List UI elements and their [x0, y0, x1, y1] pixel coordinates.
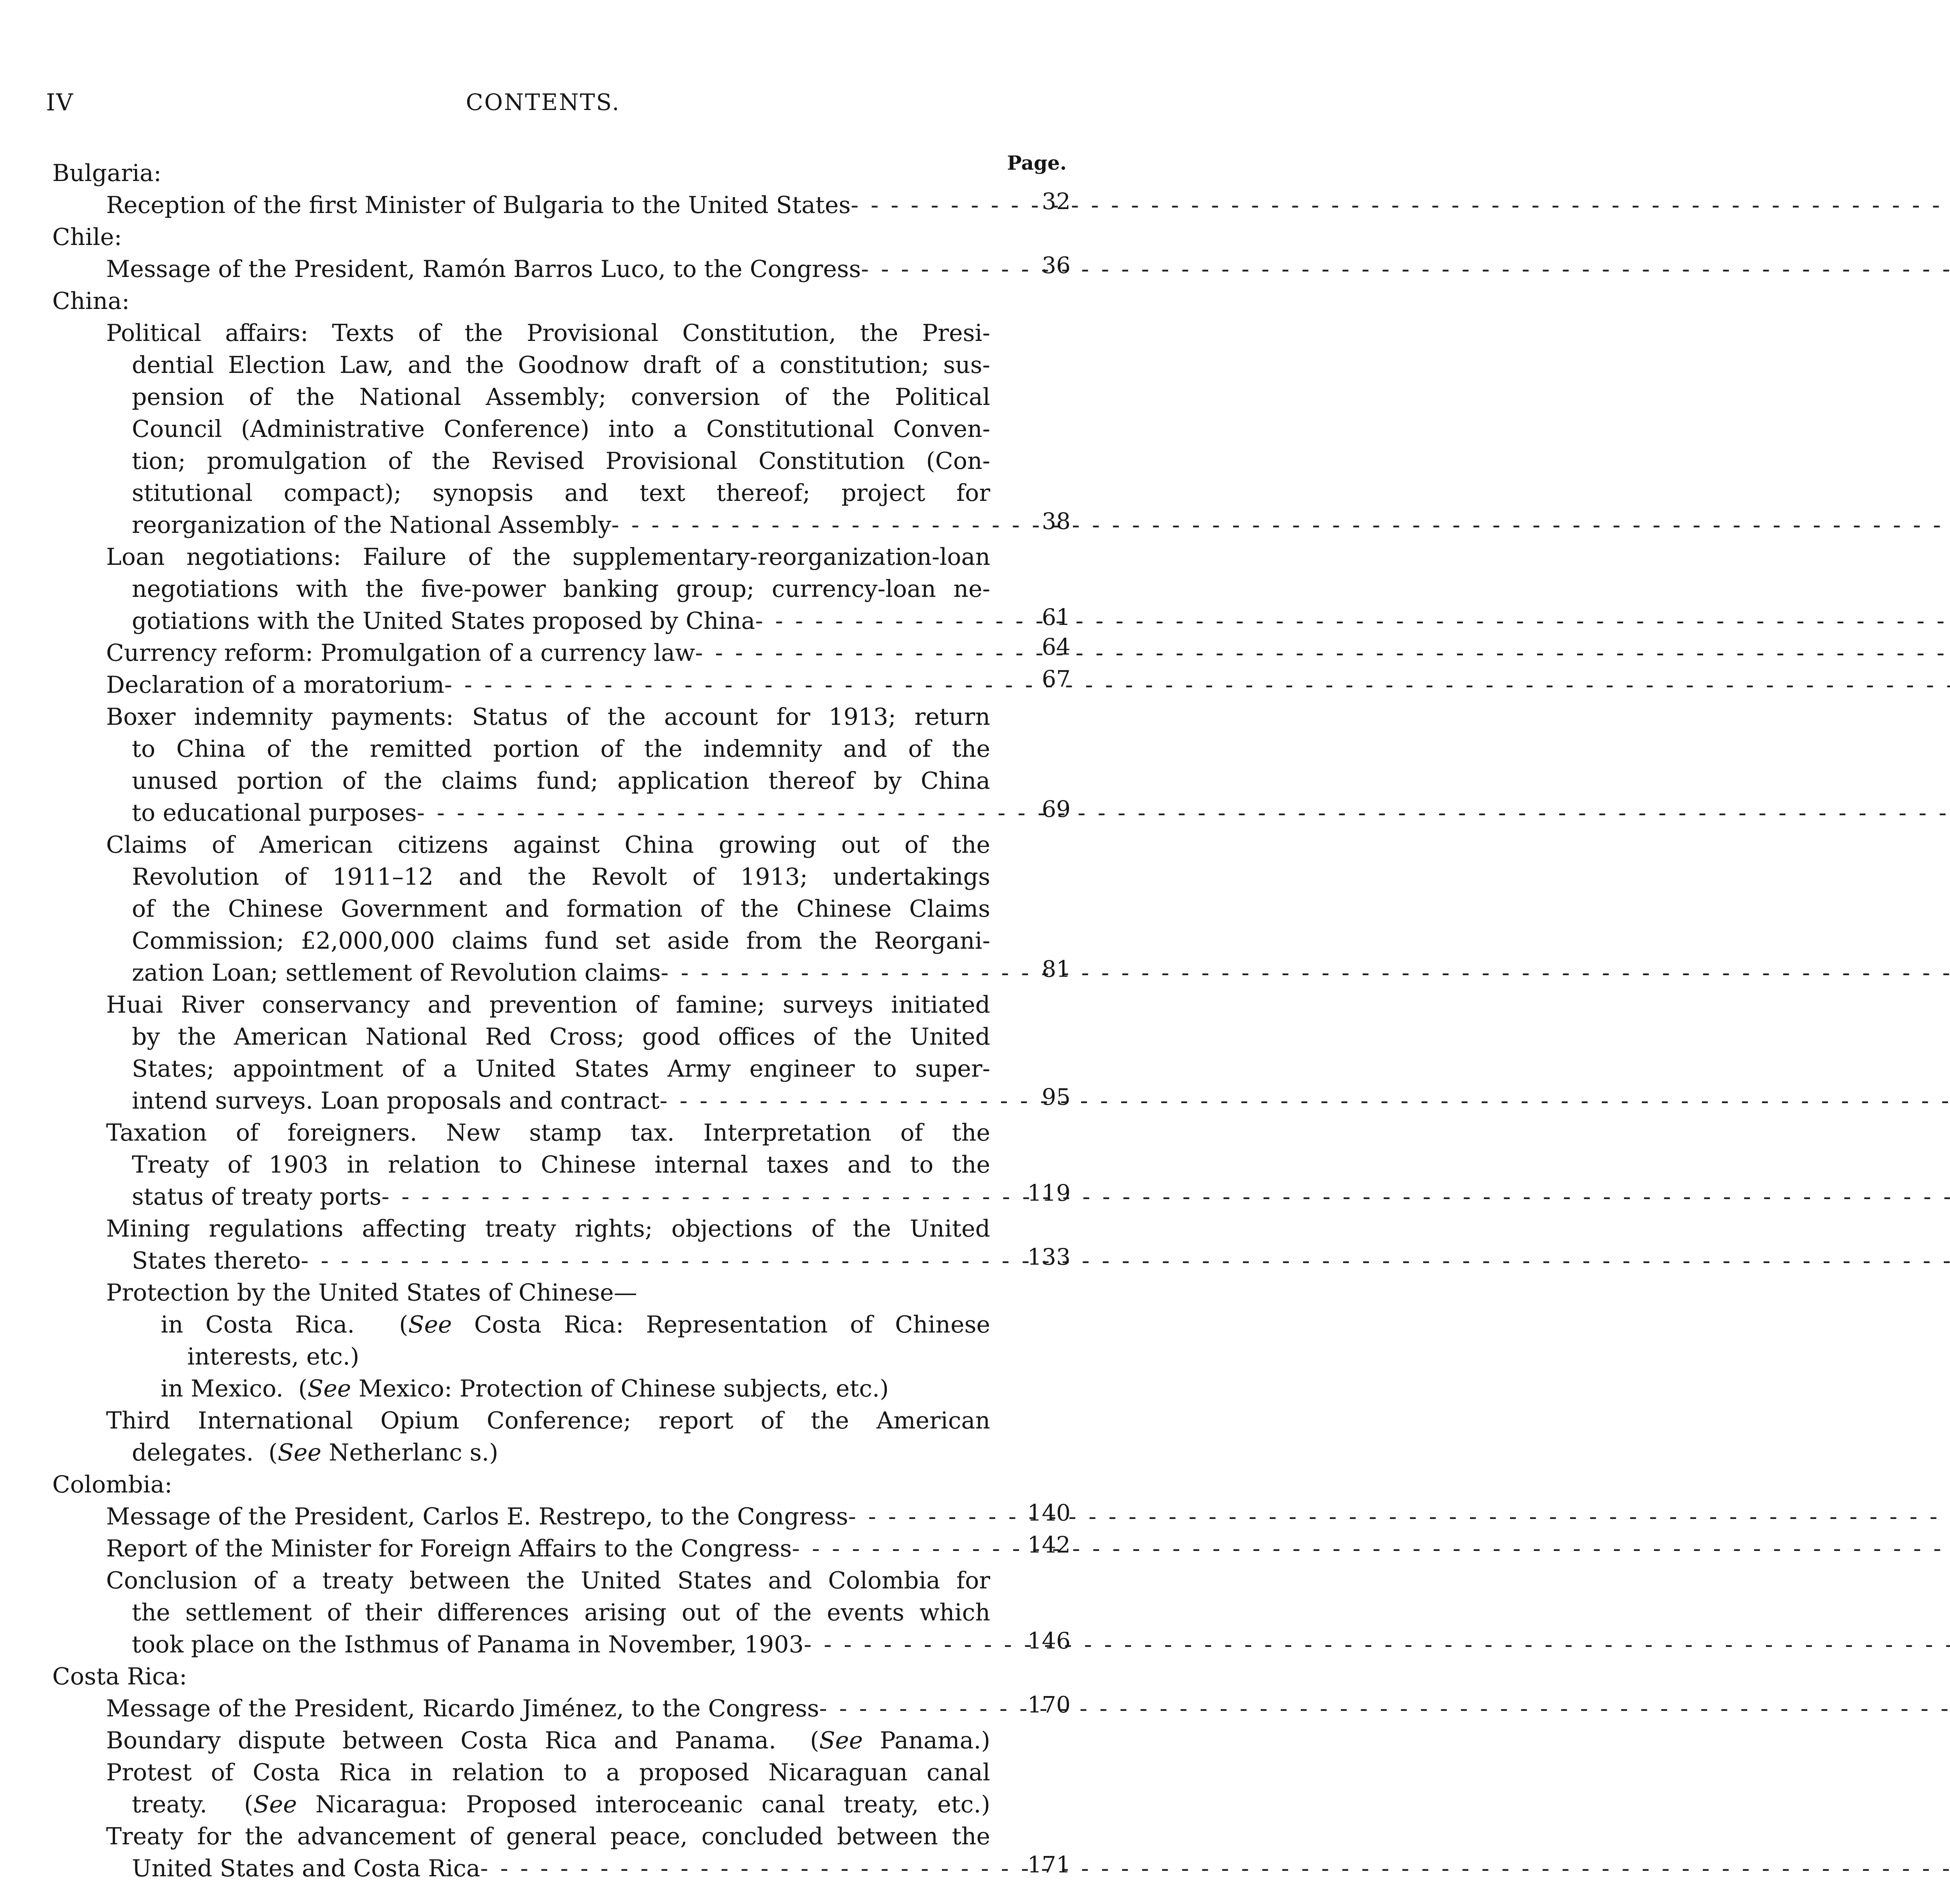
page-number: 171 — [1027, 1851, 1071, 1878]
toc-entry[interactable]: Message of the President, Ramón Barros Luco, to the Congress - - - — [106, 253, 990, 286]
toc-entry-text: interests, etc.) — [187, 1343, 360, 1370]
toc-cross-reference[interactable]: Boundary dispute between Costa Rica and Panama. (See Panama.) — [106, 1727, 990, 1754]
toc-entry-text: Treaty of 1903 in relation to Chinese internal taxes and to the — [132, 1151, 990, 1178]
see-italic: See — [253, 1791, 297, 1818]
toc-cross-reference[interactable]: in Costa Rica. (See Costa Rica: Representation of Chinese — [161, 1311, 991, 1338]
toc-entry-text[interactable]: Huai River conservancy and prevention of famine; surveys initiated — [106, 991, 990, 1019]
toc-entry-text: to China of the remitted portion of the indemnity and of the — [132, 735, 990, 763]
toc-entry-text: stitutional compact); synopsis and text thereof; project for — [132, 479, 990, 507]
dot-leader — [804, 1628, 1950, 1661]
page-number: 64 — [1042, 633, 1071, 660]
toc-entry-text[interactable]: Loan negotiations: Failure of the supplementary-reorganization-loan — [106, 543, 990, 571]
page-column-label: Page. — [1007, 151, 1067, 174]
toc-entry: reorganization of the National Assembly - - - — [132, 509, 990, 541]
page-number: 81 — [1042, 956, 1071, 982]
toc-cross-reference: delegates. (See Netherlanc s.) — [132, 1439, 498, 1466]
toc-entry-text: the settlement of their differences arising out of the events which — [132, 1599, 990, 1626]
see-italic: See — [408, 1311, 452, 1338]
toc-entry: States thereto - - - — [132, 1244, 990, 1277]
toc-entry-text[interactable]: Boxer indemnity payments: Status of the account for 1913; return — [106, 703, 990, 731]
see-italic: See — [277, 1439, 321, 1466]
toc-entry-text: unused portion of the claims fund; application thereof by China — [132, 767, 990, 795]
toc-cross-reference: treaty. (See Nicaragua: Proposed interoceanic canal treaty, etc.) — [132, 1791, 990, 1818]
toc-entry-text[interactable]: Taxation of foreigners. New stamp tax. Interpretation of the — [106, 1119, 990, 1146]
page-number-roman: IV — [46, 89, 74, 116]
toc-entry-text: negotiations with the five-power banking group; currency-loan ne- — [132, 575, 990, 603]
toc-entry-text[interactable]: Political affairs: Texts of the Provisional Constitution, the Presi- — [106, 319, 990, 347]
page-number: 32 — [1042, 188, 1071, 215]
dot-leader — [417, 797, 1950, 829]
see-italic: See — [307, 1375, 351, 1402]
country-heading-china: China: — [52, 287, 130, 315]
toc-entry-text[interactable]: Protection by the United States of Chinese— — [106, 1279, 637, 1306]
page-title: CONTENTS. — [466, 89, 620, 115]
dot-leader — [755, 605, 1950, 637]
dot-leader — [695, 637, 1950, 669]
dot-leader — [611, 509, 1950, 541]
toc-entry-text[interactable]: Claims of American citizens against China growing out of the — [106, 831, 990, 859]
toc-entry-text: tion; promulgation of the Revised Provisional Constitution (Con- — [132, 447, 990, 475]
toc-entry-text: Revolution of 1911–12 and the Revolt of 1913; undertakings — [132, 863, 990, 891]
toc-entry-text: by the American National Red Cross; good offices of the United — [132, 1023, 990, 1050]
page-header — [0, 89, 1086, 124]
toc-entry-text[interactable]: Mining regulations affecting treaty rights; objections of the United — [106, 1215, 990, 1242]
toc-entry-text: Commission; £2,000,000 claims fund set aside from the Reorgani- — [132, 927, 990, 955]
toc-entry-text[interactable]: Protest of Costa Rica in relation to a proposed Nicaraguan canal — [106, 1759, 990, 1786]
page-number: 140 — [1027, 1499, 1071, 1526]
toc-entry: gotiations with the United States proposed by China - - - — [132, 605, 990, 637]
page-number: 133 — [1027, 1244, 1071, 1270]
toc-entry-text: dential Election Law, and the Goodnow draft of a constitution; sus- — [132, 351, 990, 379]
toc-entry-text[interactable]: Conclusion of a treaty between the United States and Colombia for — [106, 1567, 990, 1594]
page-number: 61 — [1042, 604, 1071, 630]
dot-leader — [659, 1084, 1950, 1117]
toc-entry: zation Loan; settlement of Revolution claims - - - — [132, 956, 990, 989]
dot-leader — [792, 1532, 1950, 1565]
see-italic: See — [819, 1727, 863, 1754]
country-heading-chile: Chile: — [52, 224, 122, 251]
page-number: 38 — [1042, 508, 1071, 534]
dot-leader — [661, 956, 1950, 989]
toc-entry-text: of the Chinese Government and formation of the Chinese Claims — [132, 895, 990, 923]
country-heading-costa-rica: Costa Rica: — [52, 1663, 187, 1690]
toc-entry-text[interactable]: Treaty for the advancement of general peace, concluded between the — [106, 1823, 990, 1850]
page-number: 95 — [1042, 1084, 1071, 1110]
toc-entry: status of treaty ports - - - — [132, 1180, 990, 1213]
dot-leader — [444, 669, 1950, 701]
country-heading-colombia: Colombia: — [52, 1471, 172, 1498]
dot-leader — [480, 1852, 1950, 1885]
toc-entry[interactable]: Declaration of a moratorium - - - — [106, 669, 990, 701]
toc-entry: took place on the Isthmus of Panama in November, 1903 - - - — [132, 1628, 990, 1661]
toc-cross-reference[interactable]: in Mexico. (See Mexico: Protection of Chinese subjects, etc.) — [161, 1375, 889, 1402]
page-number: 67 — [1042, 665, 1071, 692]
page-number: 119 — [1027, 1180, 1071, 1206]
toc-entry: intend surveys. Loan proposals and contract - - - — [132, 1084, 990, 1117]
dot-leader — [301, 1244, 1950, 1277]
dot-leader — [819, 1692, 1950, 1725]
page-number: 69 — [1042, 796, 1071, 822]
toc-entry: to educational purposes - - - — [132, 797, 990, 829]
toc-entry-text: pension of the National Assembly; conversion of the Political — [132, 383, 990, 411]
page-number: 146 — [1027, 1627, 1071, 1654]
toc-entry[interactable]: Message of the President, Ricardo Jiménez, to the Congress - - - — [106, 1692, 990, 1725]
toc-entry[interactable]: Reception of the first Minister of Bulgaria to the United States - - - — [106, 189, 990, 222]
toc-entry: United States and Costa Rica - - - — [132, 1852, 990, 1885]
toc-entry-text[interactable]: Third International Opium Conference; report of the American — [106, 1407, 990, 1434]
toc-entry-text: States; appointment of a United States Army engineer to super- — [132, 1055, 990, 1082]
toc-entry[interactable]: Message of the President, Carlos E. Restrepo, to the Congress - - - — [106, 1500, 990, 1533]
page-number: 170 — [1027, 1691, 1071, 1718]
toc-entry[interactable]: Currency reform: Promulgation of a currency law - - - — [106, 637, 990, 669]
country-heading-bulgaria: Bulgaria: — [52, 160, 161, 187]
toc-entry[interactable]: Report of the Minister for Foreign Affairs to the Congress - - - — [106, 1532, 990, 1565]
page-number: 142 — [1027, 1531, 1071, 1558]
page-number: 36 — [1042, 252, 1071, 279]
toc-entry-text: Council (Administrative Conference) into a Constitutional Conven- — [132, 415, 990, 443]
dot-leader — [381, 1180, 1950, 1213]
